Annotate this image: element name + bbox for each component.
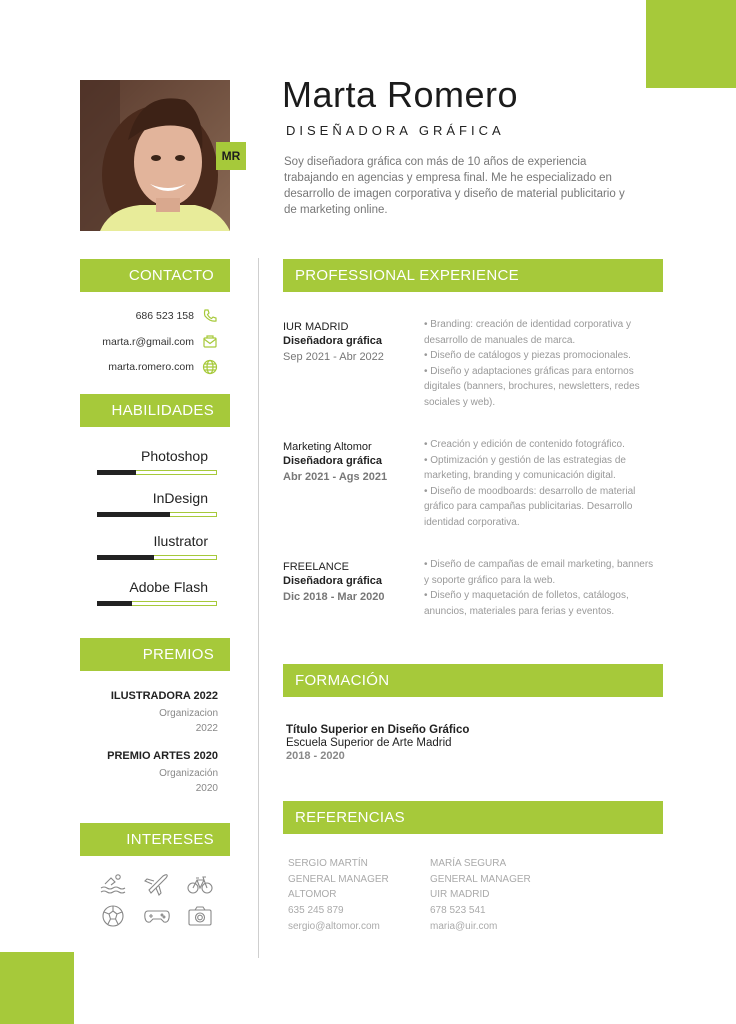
award-year: 2022 (195, 723, 218, 734)
camera-icon (186, 904, 214, 928)
website-text: marta.romero.com (108, 361, 194, 373)
corner-decoration-bottom-left (0, 952, 74, 1024)
mail-icon (202, 334, 218, 350)
skill-bar (97, 512, 217, 517)
experience-role: Diseñadora gráfica (283, 575, 383, 587)
skill-bar-fill (97, 601, 132, 606)
bicycle-icon (186, 872, 214, 896)
reference-phone: 635 245 879 (288, 905, 344, 917)
experience-company: IUR MADRID (283, 321, 349, 333)
contact-website (80, 359, 218, 375)
reference-name: MARÍA SEGURA (430, 858, 507, 869)
experience-role: Diseñadora gráfica (283, 335, 383, 347)
reference-company: ALTOMOR (288, 889, 337, 901)
skill-bar-fill (97, 470, 136, 475)
experience-dates: Abr 2021 - Ags 2021 (283, 471, 388, 483)
experience-company: Marketing Altomor (283, 441, 372, 453)
reference-company: UIR MADRID (430, 889, 490, 901)
skill-bar-fill (97, 512, 170, 517)
job-title: DISEÑADORA GRÁFICA (286, 123, 505, 138)
experience-dates: Dic 2018 - Mar 2020 (283, 591, 385, 603)
phone-text: 686 523 158 (135, 310, 194, 322)
skill-label: InDesign (152, 490, 208, 506)
experience-bullet: • Optimización y gestión de las estrategias de marketing, branding y comunicación digital. (424, 454, 626, 482)
reference-email: sergio@altomor.com (288, 920, 380, 932)
skill-bar (97, 555, 217, 560)
education-degree: Título Superior en Diseño Gráfico (286, 724, 470, 736)
education-years: 2018 - 2020 (286, 750, 345, 762)
phone-icon (202, 308, 218, 324)
reference-position: GENERAL MANAGER (430, 873, 531, 885)
experience-bullet: • Diseño de campañas de email marketing, banners y soporte gráfico para la web. (424, 559, 654, 586)
experience-heading: PROFESSIONAL EXPERIENCE (283, 259, 663, 292)
experience-role: Diseñadora gráfica (283, 455, 383, 467)
award-org: Organizacion (159, 708, 218, 719)
reference-position: GENERAL MANAGER (288, 873, 389, 885)
swimming-icon (99, 872, 127, 896)
experience-description (424, 317, 656, 411)
airplane-icon (143, 872, 171, 896)
skill-bar (97, 601, 217, 606)
education-school: Escuela Superior de Arte Madrid (286, 737, 452, 749)
reference-card (430, 856, 531, 935)
experience-bullet: • Diseño y adaptaciones gráficas para entornos digitales (banners, brochures, newsletters, redes sociales y web). (424, 365, 640, 408)
experience-bullet: • Creación y edición de contenido fotográfico. (424, 439, 625, 450)
person-name: Marta Romero (282, 74, 519, 115)
experience-bullet: • Diseño y maquetación de folletos, catálogos, anuncios, materiales para ferias y eventos. (424, 590, 629, 617)
experience-bullet: • Diseño de moodboards: desarrollo de material gráfico para campañas publicitarias. Desarrollo identidad corporativa. (424, 485, 636, 528)
experience-description (424, 437, 656, 531)
contact-email (80, 334, 218, 350)
profile-photo (80, 80, 230, 231)
contact-heading: CONTACTO (80, 259, 230, 292)
experience-company: FREELANCE (283, 561, 350, 573)
interests-heading: INTERESES (80, 823, 230, 856)
skill-bar-fill (97, 555, 154, 560)
education-heading: FORMACIÓN (283, 664, 663, 697)
email-text: marta.r@gmail.com (102, 336, 194, 348)
experience-dates: Sep 2021 - Abr 2022 (283, 351, 384, 363)
reference-name: SERGIO MARTÍN (288, 858, 368, 869)
experience-bullet: • Branding: creación de identidad corporativa y desarrollo de manuales de marca. (424, 319, 631, 346)
globe-icon (202, 359, 218, 375)
gamepad-icon (143, 904, 171, 928)
award-org: Organización (159, 768, 218, 779)
reference-card (288, 856, 389, 935)
corner-decoration-top-right (646, 0, 736, 88)
reference-phone: 678 523 541 (430, 905, 486, 917)
award-title: ILUSTRADORA 2022 (110, 690, 218, 702)
reference-email: maria@uir.com (430, 920, 498, 932)
skill-label: Ilustrator (153, 533, 208, 549)
skill-bar (97, 470, 217, 475)
contact-phone (80, 308, 218, 324)
awards-heading: PREMIOS (80, 638, 230, 671)
skill-label: Adobe Flash (129, 579, 208, 595)
award-title: PREMIO ARTES 2020 (107, 750, 218, 762)
award-year: 2020 (195, 783, 218, 794)
experience-bullet: • Diseño de catálogos y piezas promocionales. (424, 350, 631, 362)
column-divider (258, 258, 259, 958)
soccer-ball-icon (99, 904, 127, 928)
initials-badge: MR (216, 142, 246, 170)
references-heading: REFERENCIAS (283, 801, 663, 834)
experience-description (424, 557, 656, 619)
skills-heading: HABILIDADES (80, 394, 230, 427)
skill-label: Photoshop (141, 448, 208, 464)
profile-summary: Soy diseñadora gráfica con más de 10 años de experiencia trabajando en agencias y empresa final. Me he especializado en desarrollo de imagen corporativa y diseño de material publicitario y de marketing online. (284, 156, 625, 216)
